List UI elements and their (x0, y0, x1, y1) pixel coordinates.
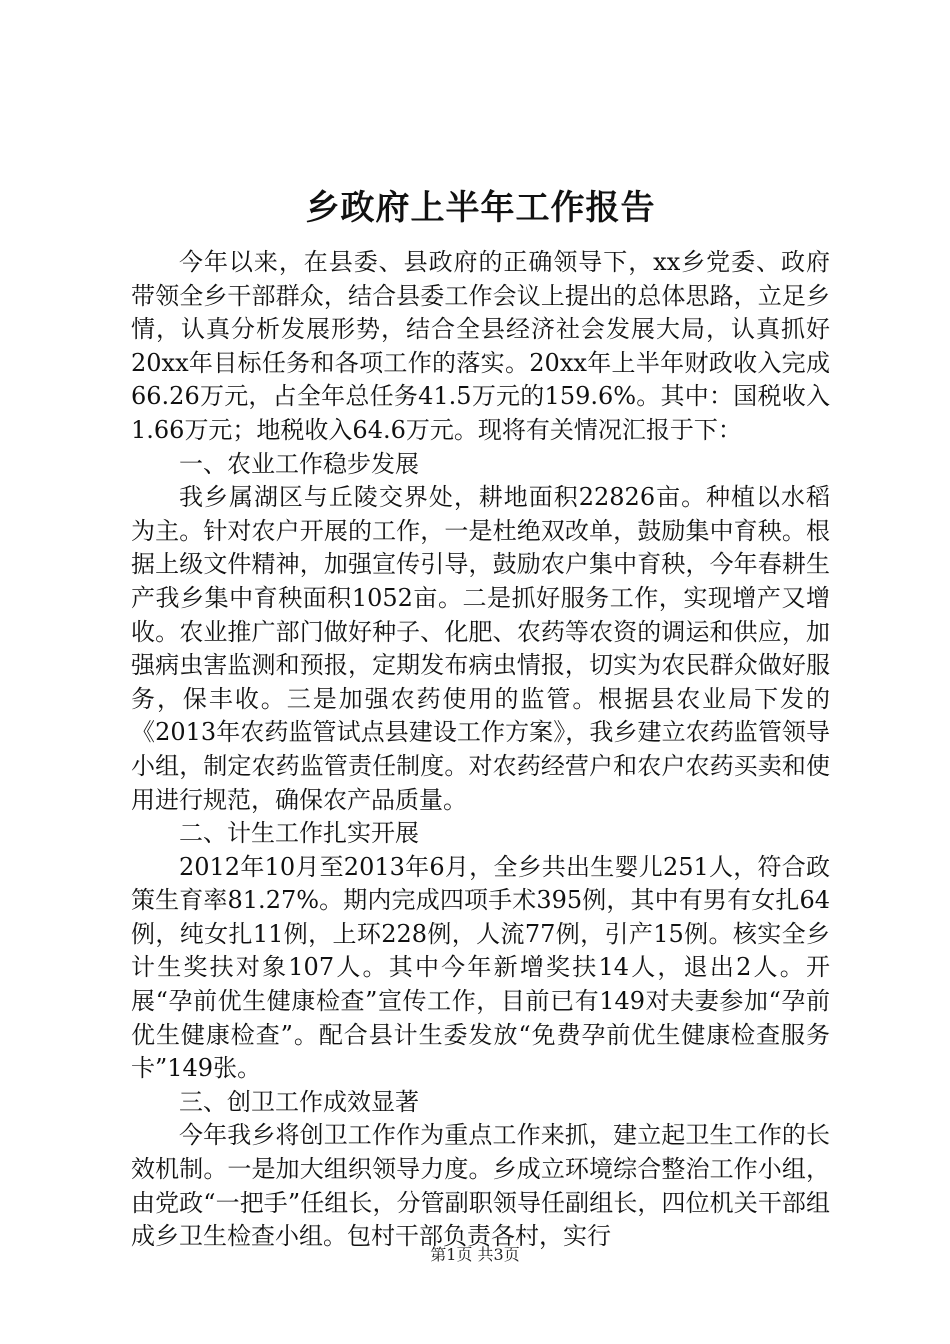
paragraph-agriculture: 我乡属湖区与丘陵交界处，耕地面积22826亩。种植以水稻为主。针对农户开展的工作，一是杜绝双改单，鼓励集中育秧。根据上级文件精神，加强宣传引导，鼓励农户集中育秧，今年春耕生产我乡集中育秧面积1052亩。二是抓好服务工作，实现增产又增收。农业推广部门做好种子、化肥、农药等农资的调运和供应，加强病虫害监测和预报，定期发布病虫情报，切实为农民群众做好服务，保丰收。三是加强农药使用的监管。根据县农业局下发的《2013年农药监管试点县建设工作方案》，我乡建立农药监管领导小组，制定农药监管责任制度。对农药经营户和农户农药买卖和使用进行规范，确保农产品质量。 (131, 483, 830, 814)
paragraph-family-planning: 2012年10月至2013年6月，全乡共出生婴儿251人，符合政策生育率81.27%。期内完成四项手术395例，其中有男有女扎64例，纯女扎11例，上环228例，人流77例，引产15例。核实全乡计生奖扶对象107人。其中今年新增奖扶14人，退出2人。开展“孕前优生健康检查”宣传工作，目前已有149对夫妻参加“孕前优生健康检查”。配合县计生委发放“免费孕前优生健康检查服务卡”149张。 (131, 852, 830, 1083)
page-number-footer: 第1页 共3页 (430, 1245, 520, 1264)
document-body (131, 246, 830, 1254)
paragraph-sanitation: 今年我乡将创卫工作作为重点工作来抓，建立起卫生工作的长效机制。一是加大组织领导力度。乡成立环境综合整治工作小组，由党政“一把手”任组长，分管副职领导任副组长，四位机关干部组成乡卫生检查小组。包村干部负责各村，实行 (131, 1121, 830, 1251)
section-heading-family-planning: 二、计生工作扎实开展 (179, 819, 419, 848)
section-heading-agriculture: 一、农业工作稳步发展 (179, 449, 419, 478)
paragraph-intro: 今年以来，在县委、县政府的正确领导下，xx乡党委、政府带领全乡干部群众，结合县委工作会议上提出的总体思路，立足乡情，认真分析发展形势，结合全县经济社会发展大局，认真抓好20xx年目标任务和各项工作的落实。20xx年上半年财政收入完成66.26万元，占全年总任务41.5万元的159.6%。其中：国税收入1.66万元；地税收入64.6万元。现将有关情况汇报于下： (131, 248, 830, 444)
section-heading-sanitation: 三、创卫工作成效显著 (179, 1087, 419, 1116)
document-title: 乡政府上半年工作报告 (305, 188, 656, 228)
